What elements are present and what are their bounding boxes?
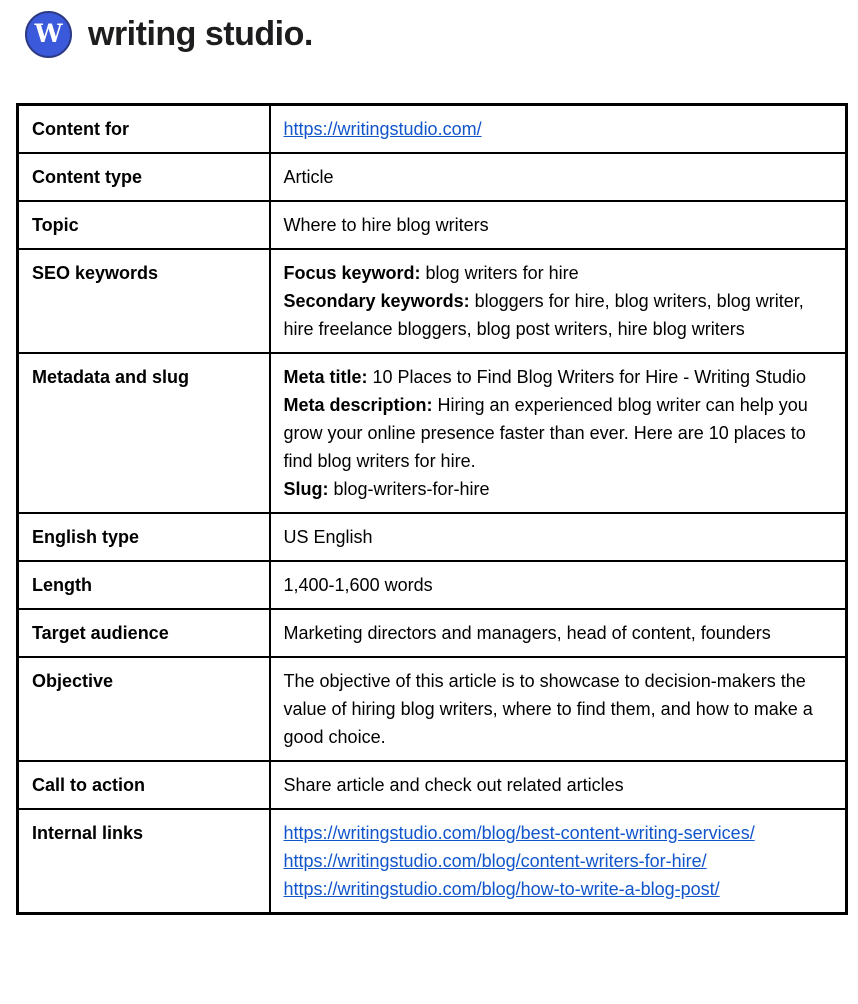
bold-field-label: Meta title: bbox=[283, 367, 373, 387]
row-label: Metadata and slug bbox=[18, 353, 270, 513]
cell-text: Article bbox=[283, 167, 334, 187]
row-value bbox=[270, 561, 847, 609]
row-label: Length bbox=[18, 561, 270, 609]
table-row-seo-keywords bbox=[18, 249, 847, 353]
bold-field-label: Secondary keywords: bbox=[283, 291, 475, 311]
table-row-topic bbox=[18, 201, 847, 249]
row-label: Target audience bbox=[18, 609, 270, 657]
cell-text: Share article and check out related articles bbox=[283, 775, 624, 795]
content-for-link[interactable]: https://writingstudio.com/ bbox=[283, 119, 482, 139]
table-row-internal-links bbox=[18, 809, 847, 914]
table-row-metadata-and-slug bbox=[18, 353, 847, 513]
row-label: Content type bbox=[18, 153, 270, 201]
cell-text: blog writers for hire bbox=[425, 263, 579, 283]
row-value bbox=[270, 105, 847, 154]
row-label: Objective bbox=[18, 657, 270, 761]
writing-studio-logo-icon bbox=[25, 11, 72, 58]
bold-field-label: Focus keyword: bbox=[283, 263, 426, 283]
bold-field-label: Slug: bbox=[283, 479, 334, 499]
brand-header bbox=[25, 10, 858, 58]
row-value bbox=[270, 609, 847, 657]
table-row-content-type bbox=[18, 153, 847, 201]
table-row-content-for bbox=[18, 105, 847, 154]
cell-text: Marketing directors and managers, head of content, founders bbox=[283, 623, 771, 643]
logo-w-letter: W bbox=[34, 18, 63, 48]
row-label: Content for bbox=[18, 105, 270, 154]
row-value bbox=[270, 153, 847, 201]
cell-text: 10 Places to Find Blog Writers for Hire - Writing Studio bbox=[372, 367, 807, 387]
cell-text: bloggers for hire, blog writers, blog writer, hire freelance bloggers, blog post writers, hire blog writers bbox=[283, 291, 804, 339]
row-value bbox=[270, 657, 847, 761]
row-label: Topic bbox=[18, 201, 270, 249]
cell-text: blog-writers-for-hire bbox=[333, 479, 490, 499]
row-value bbox=[270, 201, 847, 249]
cell-text: Hiring an experienced blog writer can help you grow your online presence faster than ever. Here are 10 places to find blog writers for hire. bbox=[283, 395, 808, 471]
table-row-english-type bbox=[18, 513, 847, 561]
row-label: SEO keywords bbox=[18, 249, 270, 353]
content-brief-table bbox=[16, 103, 848, 915]
internal-links-link[interactable]: https://writingstudio.com/blog/how-to-write-a-blog-post/ bbox=[283, 879, 720, 899]
internal-links-link[interactable]: https://writingstudio.com/blog/best-content-writing-services/ bbox=[283, 823, 755, 843]
row-value bbox=[270, 809, 847, 914]
internal-links-link[interactable]: https://writingstudio.com/blog/content-writers-for-hire/ bbox=[283, 851, 707, 871]
row-label: Internal links bbox=[18, 809, 270, 914]
row-value bbox=[270, 249, 847, 353]
table-row-target-audience bbox=[18, 609, 847, 657]
brand-wordmark: writing studio. bbox=[88, 14, 313, 53]
bold-field-label: Meta description: bbox=[283, 395, 438, 415]
row-value bbox=[270, 761, 847, 809]
row-label: English type bbox=[18, 513, 270, 561]
row-value bbox=[270, 353, 847, 513]
cell-text: The objective of this article is to showcase to decision-makers the value of hiring blog writers, where to find them, and how to make a good choice. bbox=[283, 671, 813, 747]
table-row-length bbox=[18, 561, 847, 609]
table-row-call-to-action bbox=[18, 761, 847, 809]
cell-text: US English bbox=[283, 527, 373, 547]
content-brief-rows bbox=[18, 105, 847, 914]
table-row-objective bbox=[18, 657, 847, 761]
cell-text: 1,400-1,600 words bbox=[283, 575, 433, 595]
row-value bbox=[270, 513, 847, 561]
row-label: Call to action bbox=[18, 761, 270, 809]
cell-text: Where to hire blog writers bbox=[283, 215, 489, 235]
